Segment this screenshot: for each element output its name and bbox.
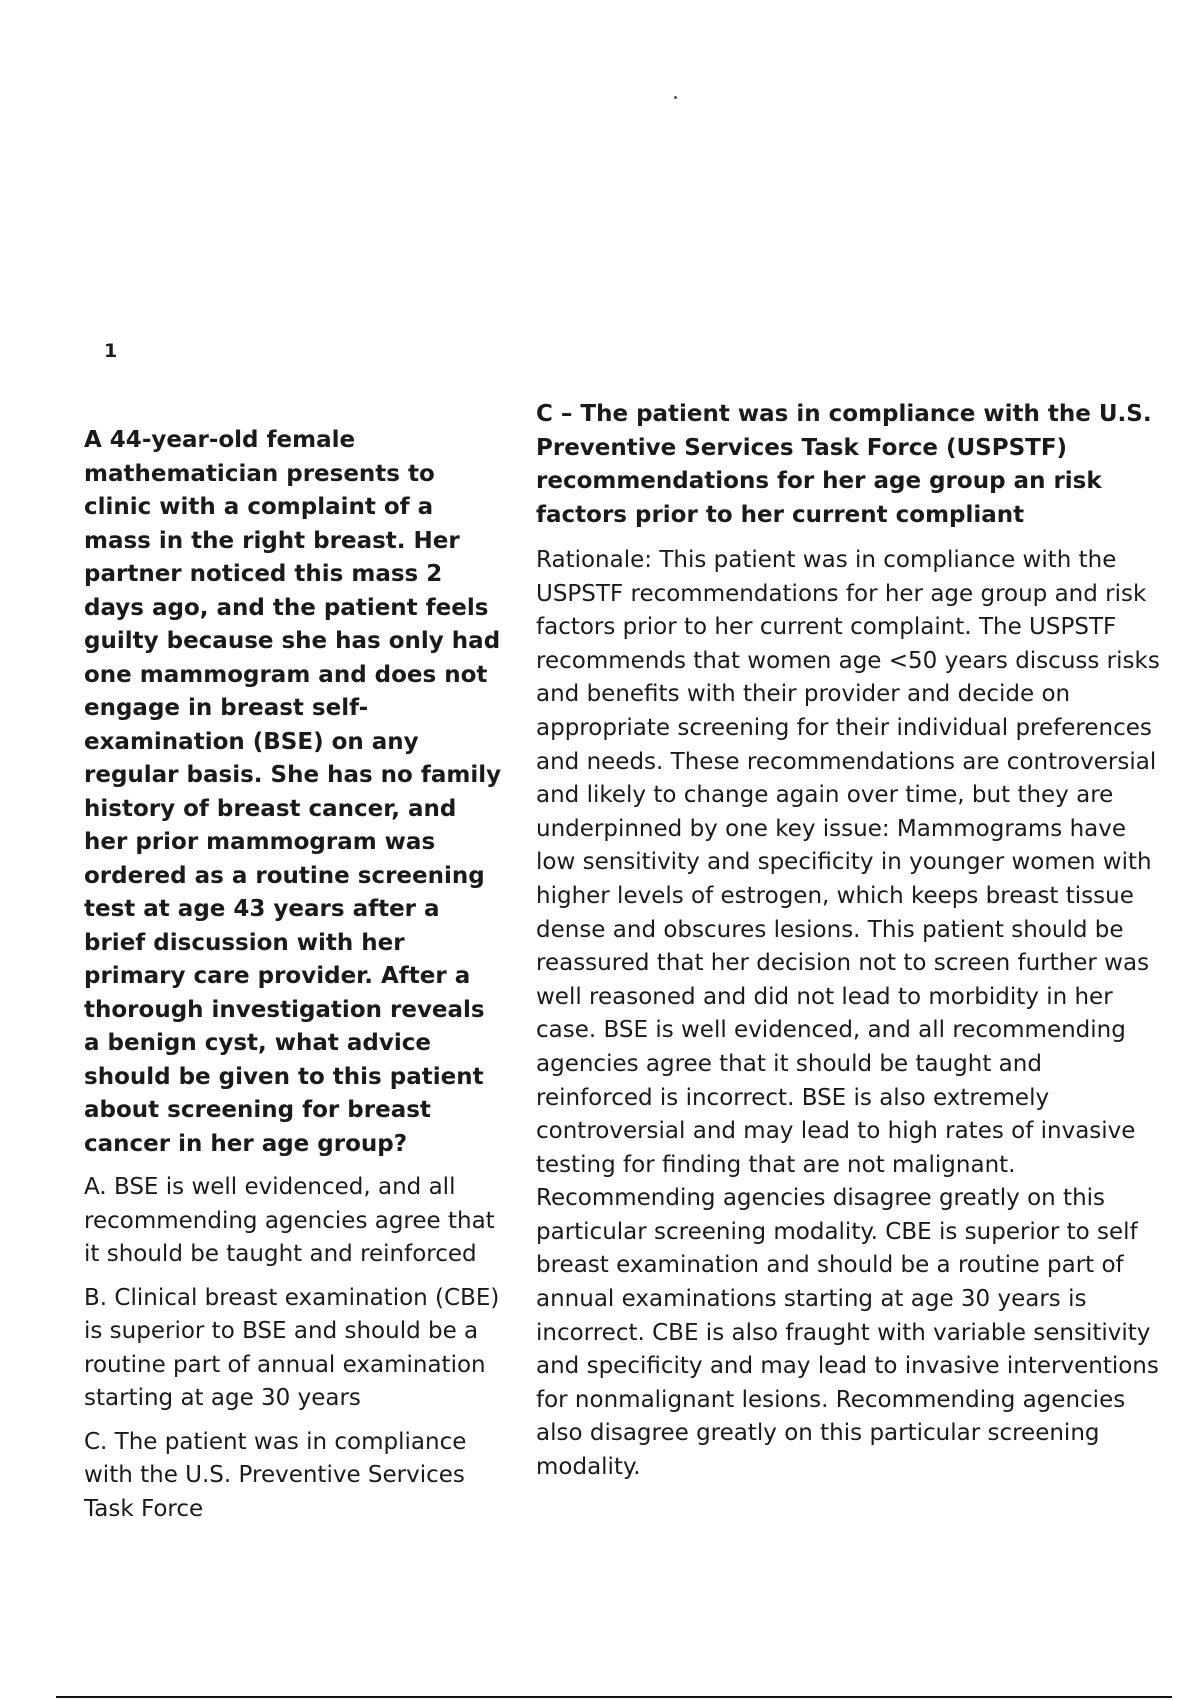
- rationale-text: Rationale: This patient was in compliance with the USPSTF recommendations for her age group and risk factors prior to her current complaint. The USPSTF recommends that women age <50 years discuss risks and benefits with their provider and decide on appropriate screening for their individual preferences and needs. These recommendations are controversial and likely to change again over time, but they are underpinned by one key issue: Mammograms have low sensitivity and specificity in younger women with higher levels of estrogen, which keeps breast tissue dense and obscures lesions. This patient should be reassured that her decision not to screen further was well reasoned and did not lead to morbidity in her case. BSE is well evidenced, and all recommending agencies agree that it should be taught and reinforced is incorrect. BSE is also extremely controversial and may lead to high rates of invasive testing for finding that are not malignant. Recommending agencies disagree greatly on this particular screening modality. CBE is superior to self breast examination and should be a routine part of annual examinations starting at age 30 years is incorrect. CBE is also fraught with variable sensitivity and specificity and may lead to invasive interventions for nonmalignant lesions. Recommending agencies also disagree greatly on this particular screening modality.: [536, 547, 1160, 1481]
- correct-answer: C – The patient was in compliance with the U.S. Preventive Services Task Force (USPSTF) recommendations for her age group an risk factors prior to her current compliant: [536, 401, 1152, 528]
- question-text: A 44-year-old female mathematician presents to clinic with a complaint of a mass in the right breast. Her partner noticed this mass 2 days ago, and the patient feels guilty because she has only had one mammogram and does not engage in breast self-examination (BSE) on any regular basis. She has no family history of breast cancer, and her prior mammogram was ordered as a routine screening test at age 43 years after a brief discussion with her primary care provider. After a thorough investigation reveals a benign cyst, what advice should be given to this patient about screening for breast cancer in her age group?: [84, 427, 502, 1157]
- option-c: C. The patient was in compliance with the U.S. Preventive Services Task Force: [84, 1428, 467, 1522]
- page-number: 1: [104, 340, 118, 362]
- scan-speck: [674, 96, 677, 99]
- answer-column: [536, 398, 1160, 1485]
- option-b: B. Clinical breast examination (CBE) is superior to BSE and should be a routine part of annual examination starting at age 30 years: [84, 1284, 500, 1411]
- option-a: A. BSE is well evidenced, and all recommending agencies agree that it should be taught and reinforced: [84, 1174, 495, 1267]
- question-column: [84, 424, 504, 1536]
- bottom-divider: [56, 1696, 1172, 1698]
